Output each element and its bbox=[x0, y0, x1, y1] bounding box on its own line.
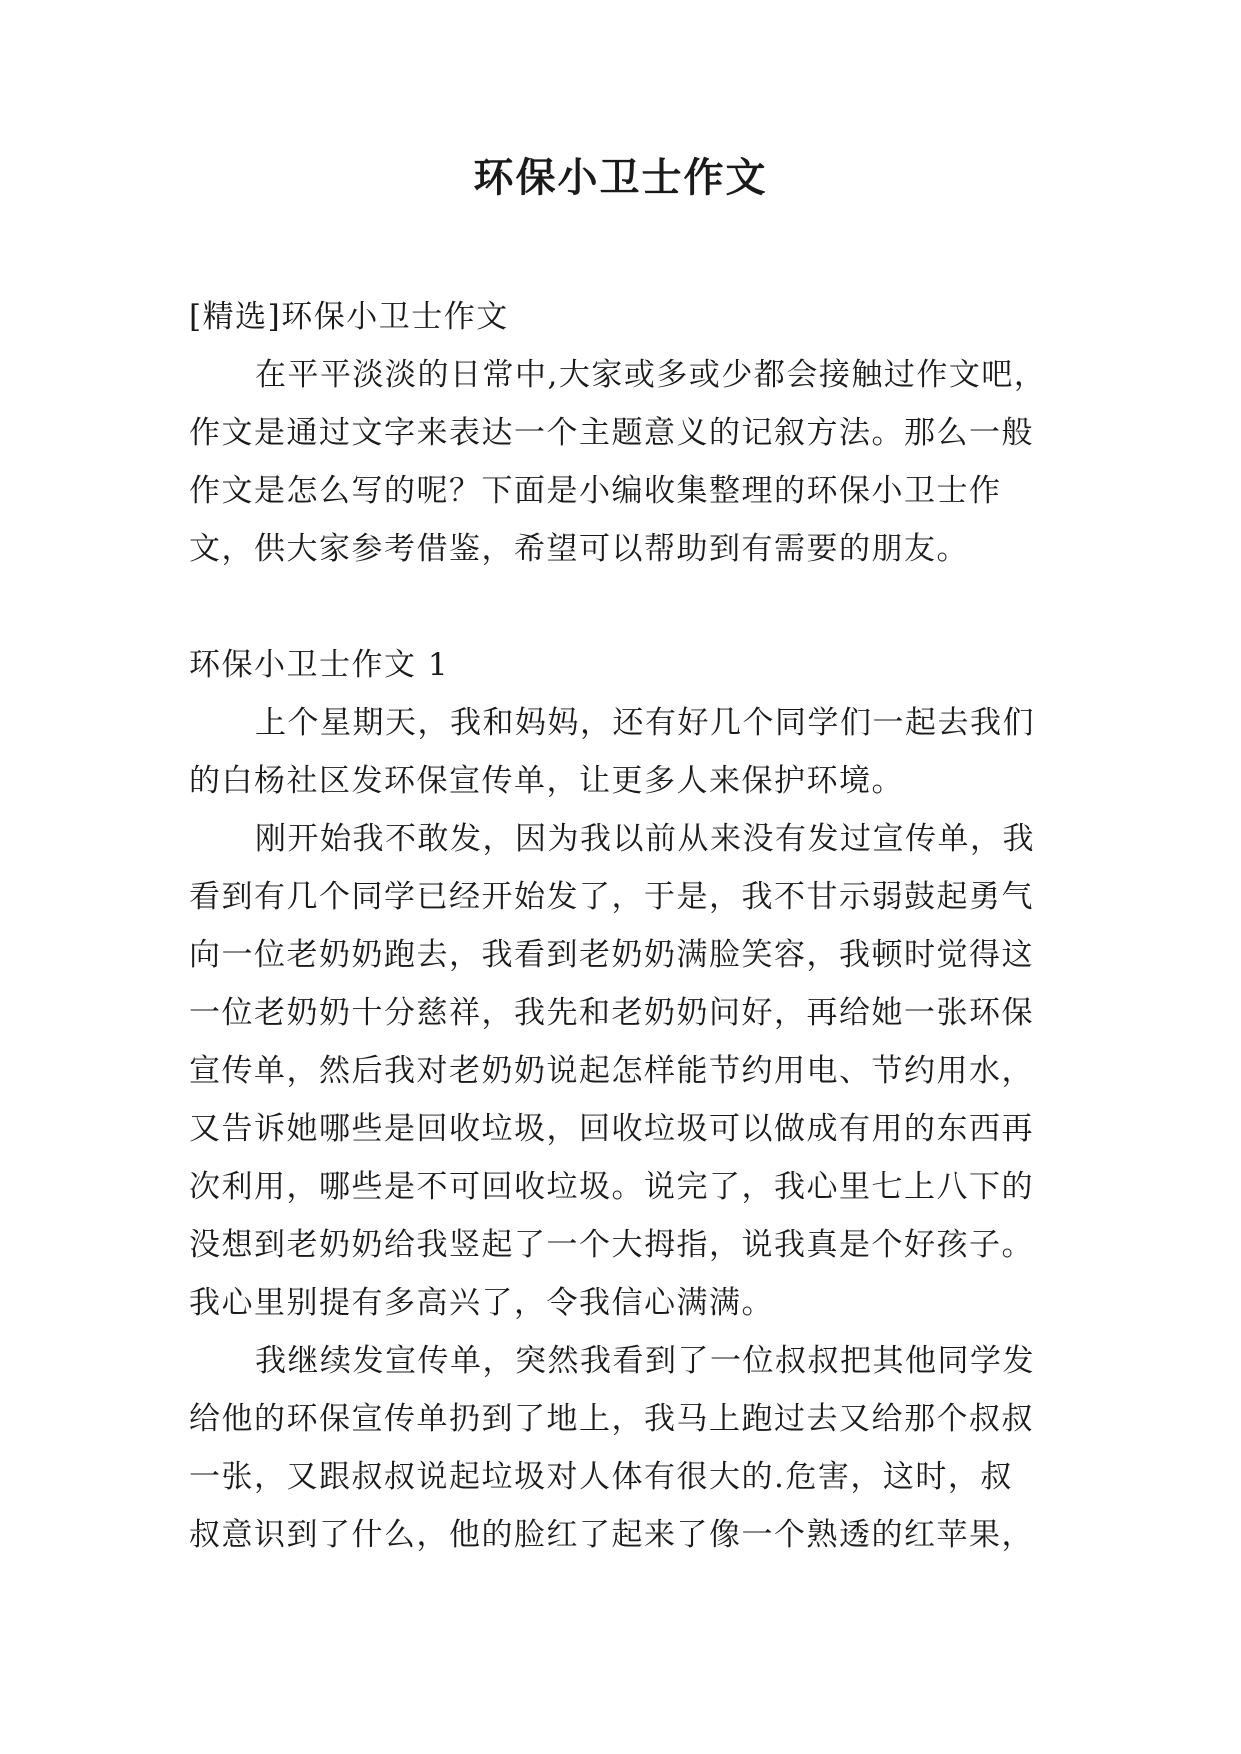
text-line: 环保小卫士作文 1 bbox=[189, 647, 450, 683]
text-line: 次利用，哪些是不可回收垃圾。说完了，我心里七上八下的 bbox=[189, 1169, 1034, 1205]
text-line: 宣传单，然后我对老奶奶说起怎样能节约用电、节约用水， bbox=[189, 1053, 1034, 1089]
text-line: 向一位老奶奶跑去，我看到老奶奶满脸笑容，我顿时觉得这 bbox=[189, 937, 1034, 973]
text-line: 看到有几个同学已经开始发了，于是，我不甘示弱鼓起勇气 bbox=[189, 879, 1034, 915]
text-line: 一位老奶奶十分慈祥，我先和老奶奶问好，再给她一张环保 bbox=[189, 995, 1034, 1031]
text-line: [精选]环保小卫士作文 bbox=[189, 299, 509, 335]
text-line: 作文是通过文字来表达一个主题意义的记叙方法。那么一般 bbox=[189, 415, 1034, 451]
text-line: 给他的环保宣传单扔到了地上，我马上跑过去又给那个叔叔 bbox=[189, 1401, 1034, 1437]
text-line: 作文是怎么写的呢？下面是小编收集整理的环保小卫士作 bbox=[189, 473, 1002, 509]
paragraph-gap bbox=[189, 578, 1073, 636]
document-title: 环保小卫士作文 bbox=[473, 154, 768, 201]
document-body bbox=[189, 288, 1073, 1564]
text-line: 我心里别提有多高兴了，令我信心满满。 bbox=[189, 1285, 774, 1321]
text-line: 叔意识到了什么，他的脸红了起来了像一个熟透的红苹果， bbox=[189, 1517, 1034, 1553]
text-line: 上个星期天，我和妈妈，还有好几个同学们一起去我们 bbox=[255, 705, 1035, 741]
text-line: 的白杨社区发环保宣传单，让更多人来保护环境。 bbox=[189, 763, 904, 799]
text-line: 在平平淡淡的日常中,大家或多或少都会接触过作文吧， bbox=[255, 357, 1047, 393]
text-line: 又告诉她哪些是回收垃圾，回收垃圾可以做成有用的东西再 bbox=[189, 1111, 1034, 1147]
text-line: 我继续发宣传单，突然我看到了一位叔叔把其他同学发 bbox=[255, 1343, 1035, 1379]
text-line: 刚开始我不敢发，因为我以前从来没有发过宣传单，我 bbox=[255, 821, 1035, 857]
text-line: 没想到老奶奶给我竖起了一个大拇指，说我真是个好孩子。 bbox=[189, 1227, 1034, 1263]
text-line: 文，供大家参考借鉴，希望可以帮助到有需要的朋友。 bbox=[189, 531, 969, 567]
text-line: 一张，又跟叔叔说起垃圾对人体有很大的.危害，这时，叔 bbox=[189, 1459, 1013, 1495]
